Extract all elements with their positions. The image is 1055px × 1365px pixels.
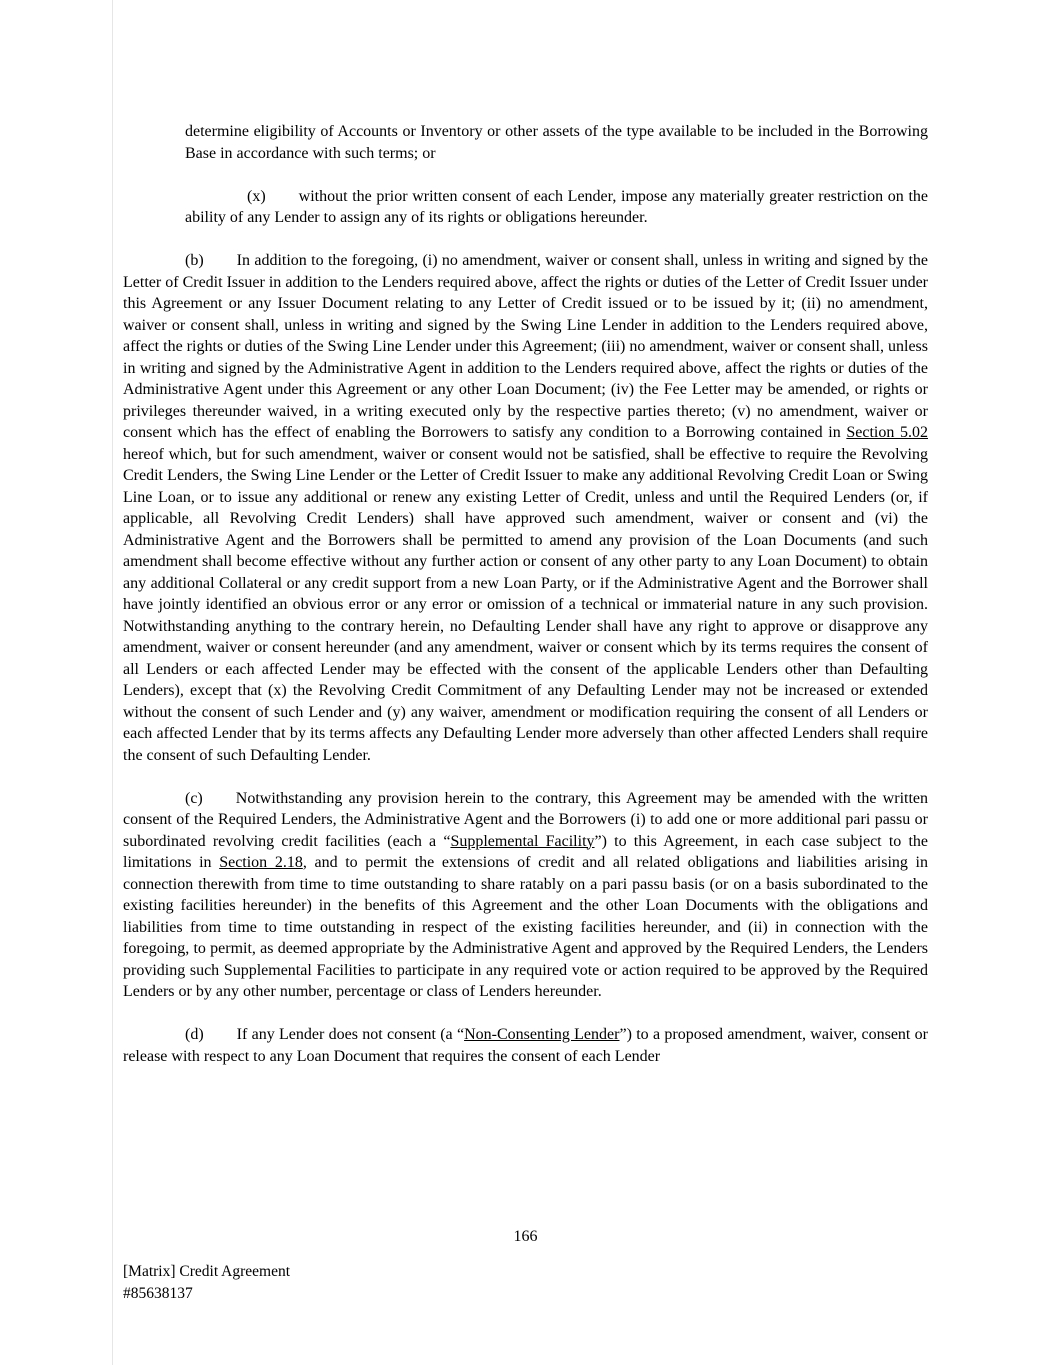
footer-doc-id: #85638137 <box>123 1284 193 1302</box>
paragraph-text: Notwithstanding any provision herein to the contrary, this Agreement may be amended with the written consent of the Required Lenders, the Administrative Agent and the Borrowers (i) to add one or more additional pari passu or subordinated revolving credit facilities (each a “ <box>123 789 928 850</box>
underlined-term-section-5-02: Section 5.02 <box>846 424 928 441</box>
paragraph-text: ”) to a proposed amendment, waiver, consent or release with respect to any Loan Document that requires the consent of each Lender <box>123 1026 929 1065</box>
paragraph-label: (b) <box>185 252 204 269</box>
paragraph-x <box>185 186 928 229</box>
underlined-term-non-consenting-lender: Non-Consenting Lender <box>464 1026 620 1043</box>
paragraph-continuation <box>185 121 928 164</box>
paragraph-c <box>123 788 928 1003</box>
page-number: 166 <box>513 1228 538 1245</box>
paragraph-text: hereof which, but for such amendment, waiver or consent would not be satisfied, shall be effective to require the Revolving Credit Lenders, the Swing Line Lender or the Letter of Credit Issuer to make any additional Revolving Credit Loan or Swing Line Loan, or to issue any additional or renew any existing Letter of Credit, unless and until the Required Lenders (or, if applicable, all Revolving Credit Lenders) shall have approved such amendment, waiver or consent and (vi) the Administrative Agent and the Borrowers shall be permitted to amend any provision of the Loan Documents (and such amendment shall become effective without any further action or consent of any other party to any Loan Document) to obtain any additional Collateral or any credit support from a new Loan Party, or if the Administrative Agent and the Borrower shall have jointly identified an obvious error or any error or omission of a technical or immaterial nature in any such provision. Notwithstanding anything to the contrary herein, no Defaulting Lender shall have any right to approve or disapprove any amendment, waiver or consent hereunder (and any amendment, waiver or consent which by its terms requires the consent of all Lenders or each affected Lender may be effected with the consent of the applicable Lenders other than Defaulting Lenders), except that (x) the Revolving Credit Commitment of any Defaulting Lender may not be increased or extended without the consent of such Lender and (y) any waiver, amendment or modification requiring the consent of all Lenders or each affected Lender that by its terms affects any Defaulting Lender more adversely than other affected Lenders shall require the consent of such Defaulting Lender. <box>123 445 928 764</box>
page-edge-line <box>112 0 113 1365</box>
paragraph-text: determine eligibility of Accounts or Inventory or other assets of the type available to be included in the Borrowing Base in accordance with such terms; or <box>185 123 928 162</box>
paragraph-text: without the prior written consent of each Lender, impose any materially greater restriction on the ability of any Lender to assign any of its rights or obligations hereunder. <box>185 187 928 226</box>
document-footer <box>123 1261 290 1304</box>
paragraph-b <box>123 250 928 766</box>
paragraph-text: If any Lender does not consent (a “ <box>236 1026 465 1043</box>
underlined-term-supplemental-facility: Supplemental Facility <box>450 832 595 850</box>
paragraph-d <box>123 1024 928 1067</box>
underlined-term-section-2-18: Section 2.18 <box>219 854 303 871</box>
paragraph-text: In addition to the foregoing, (i) no amendment, waiver or consent shall, unless in writing and signed by the Letter of Credit Issuer in addition to the Lenders required above, affect the rights or duties of the Letter of Credit Issuer under this Agreement or any Issuer Document relating to any Letter of Credit issued or to be issued by it; (ii) no amendment, waiver or consent shall, unless in writing and signed by the Swing Line Lender in addition to the Lenders required above, affect the rights or duties of the Swing Line Lender under this Agreement; (iii) no amendment, waiver or consent shall, unless in writing and signed by the Administrative Agent in addition to the Lenders required above, affect the rights or duties of the Administrative Agent under this Agreement or any other Loan Document; (iv) the Fee Letter may be amended, or rights or privileges thereunder waived, in a writing executed only by the respective parties thereto; (v) no amendment, waiver or consent which has the effect of enabling the Borrowers to satisfy any condition to a Borrowing contained in <box>123 252 928 441</box>
document-body <box>123 121 928 1067</box>
paragraph-label: (c) <box>185 789 203 807</box>
footer-doc-title: [Matrix] Credit Agreement <box>123 1263 291 1280</box>
paragraph-text: , and to permit the extensions of credit and all related obligations and liabilities arising in connection therewith from time to time outstanding to share ratably on a pari passu basis (or on a basis subordinated to the existing facilities hereunder) in the benefits of this Agreement and the other Loan Documents with the obligations and liabilities from time to time outstanding in respect of the existing facilities hereunder, and (ii) in connection with the foregoing, to permit, as deemed appropriate by the Administrative Agent and approved by the Required Lenders, the Lenders providing such Supplemental Facilities to participate in any required vote or action required to be approved by the Required Lenders or by any other number, percentage or class of Lenders hereunder. <box>123 854 928 1000</box>
paragraph-label: (x) <box>247 187 266 205</box>
paragraph-label: (d) <box>185 1026 204 1043</box>
paragraph-text: ”) to this Agreement, in each case subject to the limitations in <box>123 832 929 871</box>
